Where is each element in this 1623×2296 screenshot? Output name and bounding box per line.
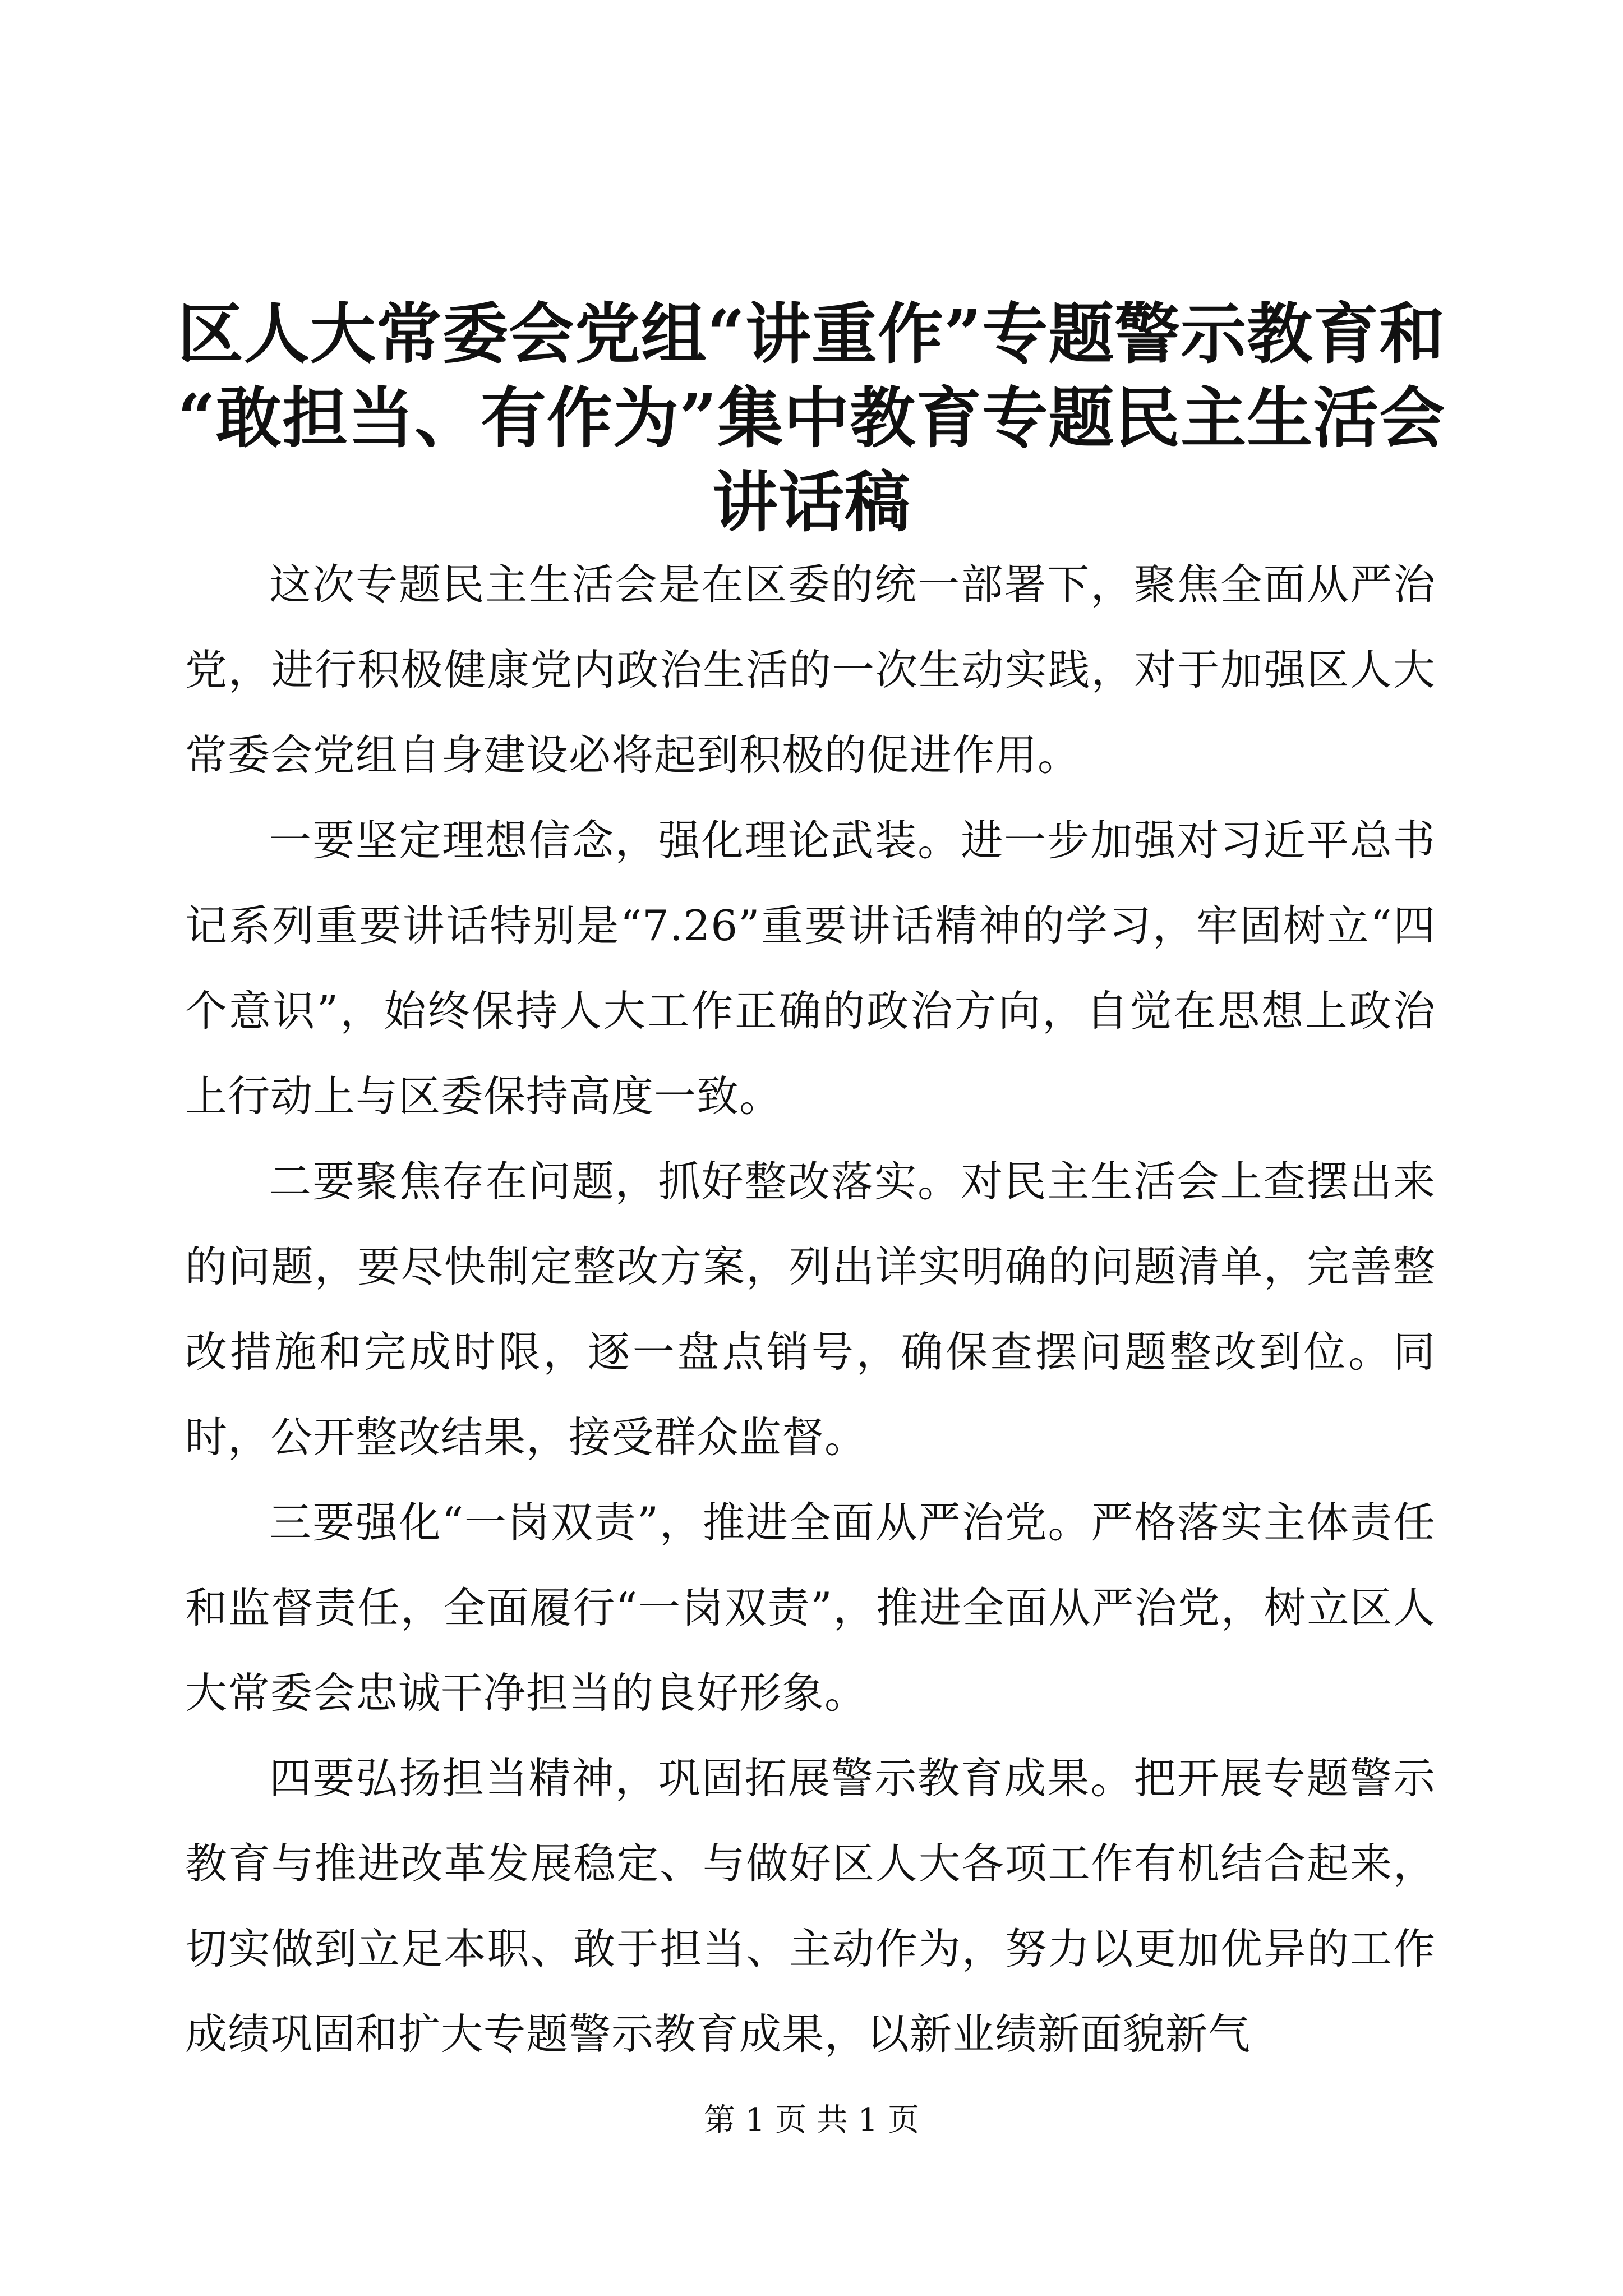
title-line-1: 区人大常委会党组“讲重作”专题警示教育和 [177, 295, 1446, 372]
page-number-footer: 第 1 页 共 1 页 [703, 2102, 920, 2138]
document-body [185, 542, 1436, 2077]
title-line-2: “敢担当、有作为”集中教育专题民主生活会 [177, 379, 1446, 457]
document-title [168, 292, 1455, 544]
paragraph-intro: 这次专题民主生活会是在区委的统一部署下，聚焦全面从严治党，进行积极健康党内政治生活的一次生动实践，对于加强区人大常委会党组自身建设必将起到积极的促进作用。 [185, 560, 1436, 780]
paragraph-point-1: 一要坚定理想信念，强化理论武装。进一步加强对习近平总书记系列重要讲话特别是“7.26”重要讲话精神的学习，牢固树立“四个意识”，始终保持人大工作正确的政治方向，自觉在思想上政治上行动上与区委保持高度一致。 [185, 816, 1436, 1121]
title-line-3: 讲话稿 [712, 463, 911, 541]
paragraph-point-2: 二要聚焦存在问题，抓好整改落实。对民主生活会上查摆出来的问题，要尽快制定整改方案，列出详实明确的问题清单，完善整改措施和完成时限，逐一盘点销号，确保查摆问题整改到位。同时，公开整改结果，接受群众监督。 [185, 1157, 1436, 1462]
paragraph-point-4: 四要弘扬担当精神，巩固拓展警示教育成果。把开展专题警示教育与推进改革发展稳定、与做好区人大各项工作有机结合起来，切实做到立足本职、敢于担当、主动作为，努力以更加优异的工作成绩巩固和扩大专题警示教育成果，以新业绩新面貌新气 [185, 1754, 1436, 2059]
paragraph-point-3: 三要强化“一岗双责”，推进全面从严治党。严格落实主体责任和监督责任，全面履行“一岗双责”，推进全面从严治党，树立区人大常委会忠诚干净担当的良好形象。 [185, 1498, 1436, 1718]
